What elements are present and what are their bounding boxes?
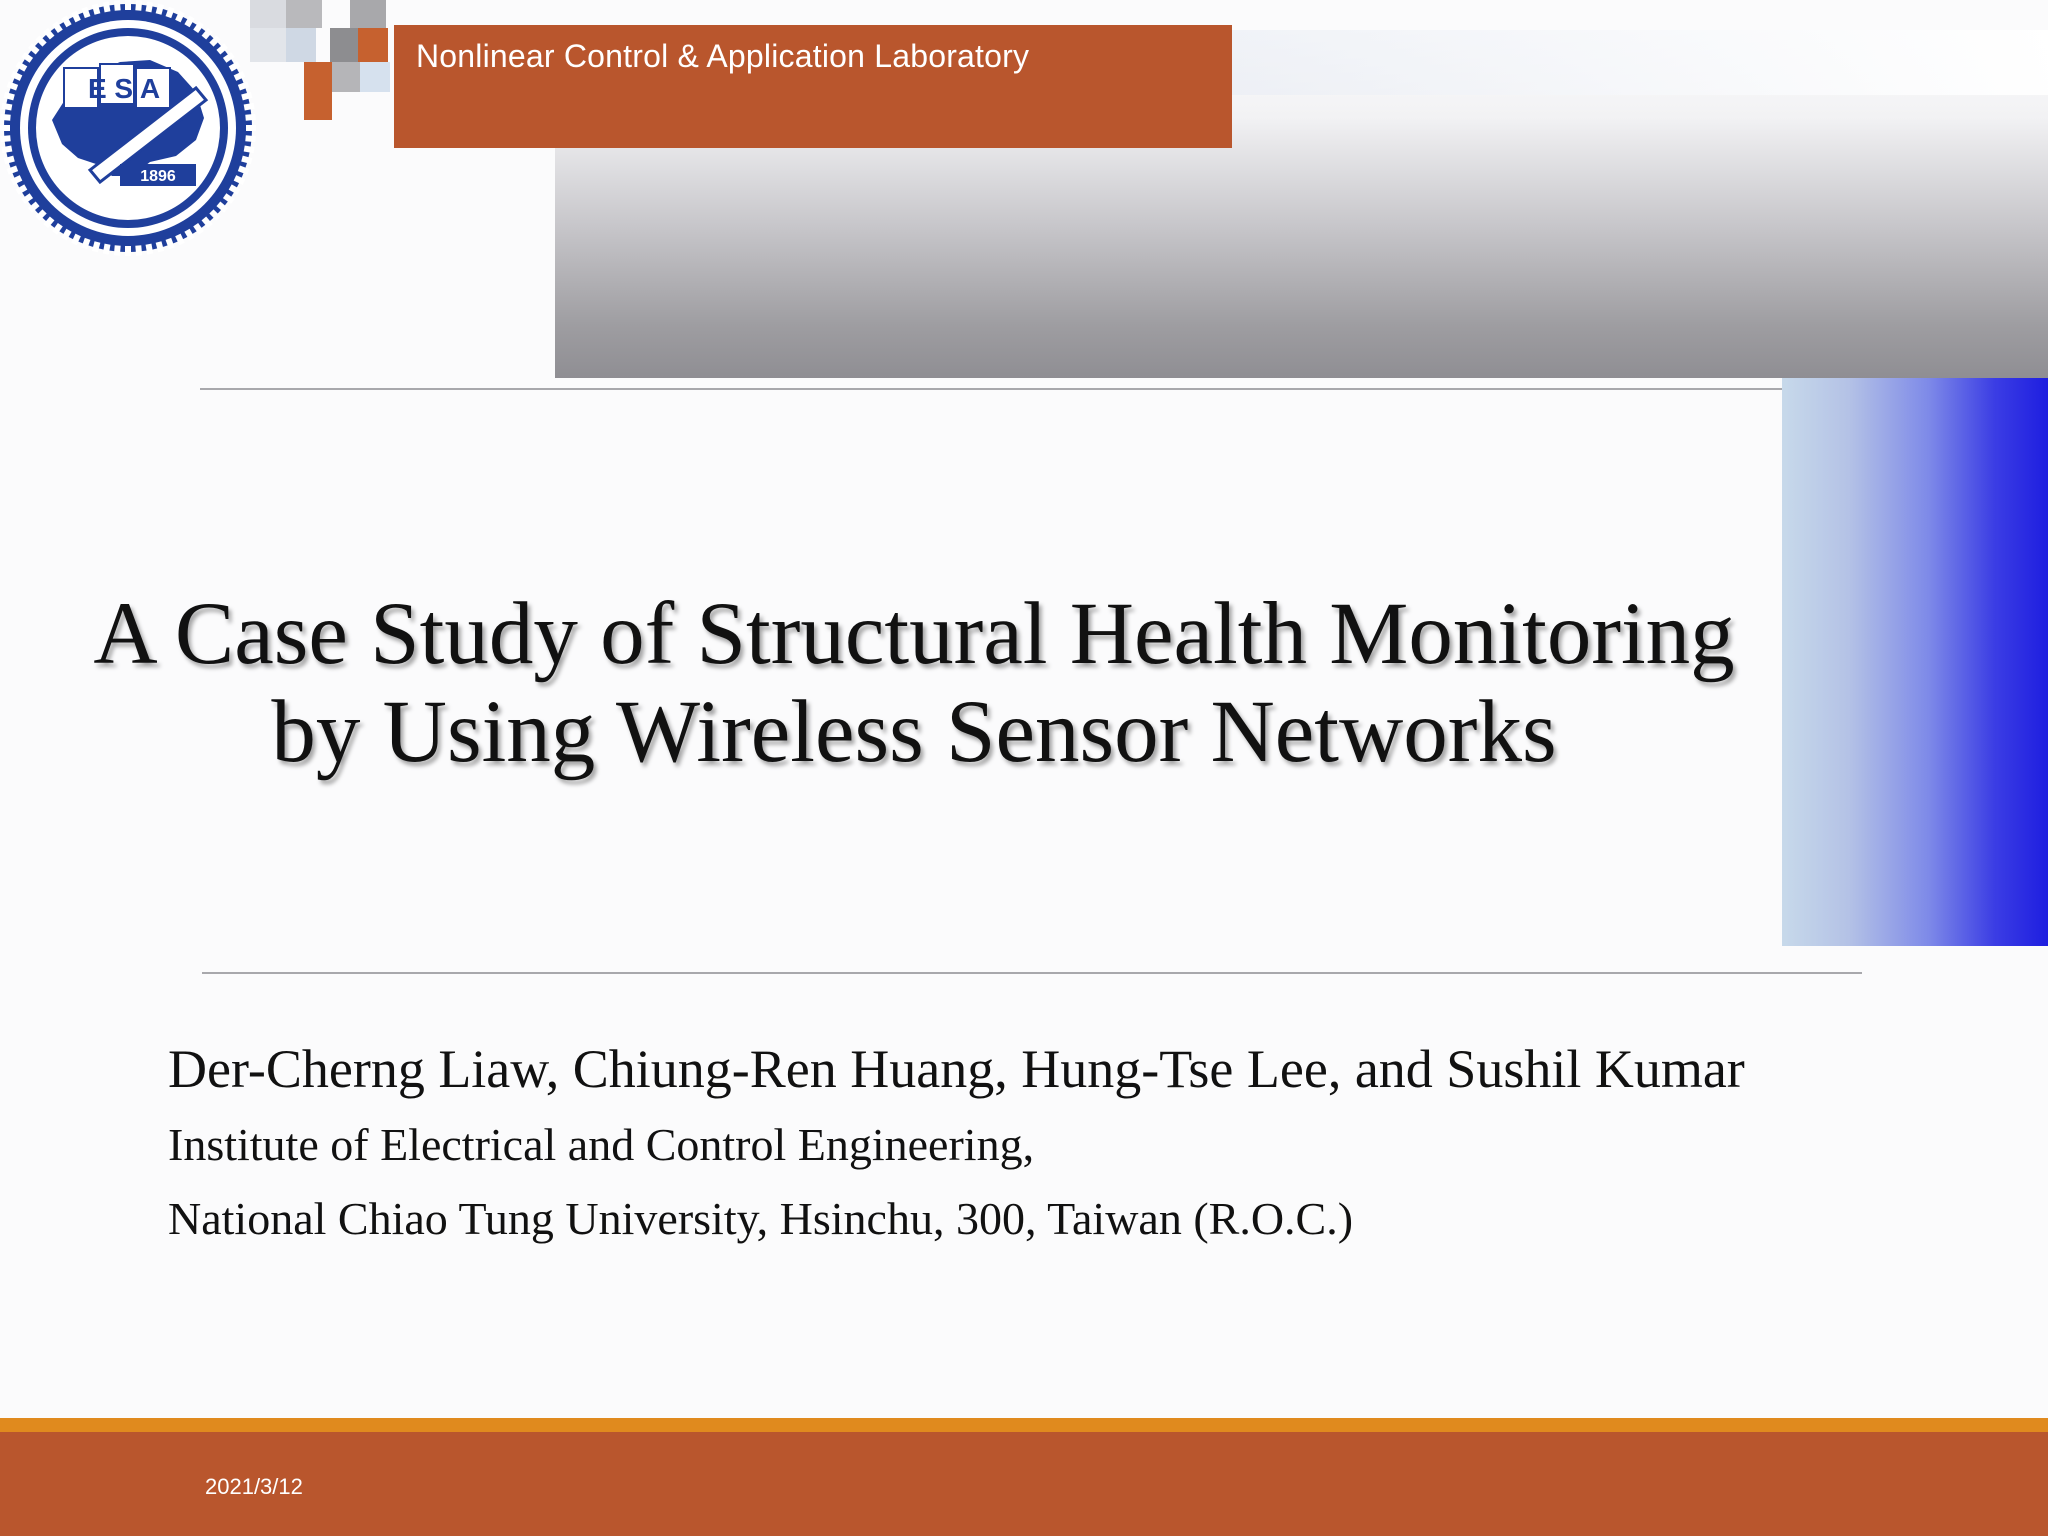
decor-square — [360, 62, 390, 92]
authors: Der-Cherng Liaw, Chiung-Ren Huang, Hung-Tse Lee, and Sushil Kumar — [168, 1039, 1745, 1099]
top-divider — [200, 388, 1782, 390]
decor-square — [286, 0, 322, 28]
footer-date: 2021/3/12 — [205, 1474, 303, 1499]
logo-year: 1896 — [140, 168, 176, 185]
decor-square — [304, 92, 332, 120]
decor-square — [286, 28, 316, 62]
institute: Institute of Electrical and Control Engineering, — [168, 1119, 1035, 1170]
decor-square — [332, 62, 360, 92]
logo-letters: E S A — [87, 73, 161, 104]
title-line-1: A Case Study of Structural Health Monitoring — [93, 585, 1735, 683]
footer-stripe — [0, 1418, 2048, 1432]
lab-name: Nonlinear Control & Application Laboratory — [416, 38, 1030, 74]
university-seal-logo — [0, 0, 256, 256]
footer-bar — [0, 1432, 2048, 1536]
title-line-2: by Using Wireless Sensor Networks — [271, 683, 1557, 781]
decor-square — [358, 28, 388, 62]
slide-title — [0, 585, 1828, 781]
bottom-divider — [202, 972, 1862, 974]
decor-square — [304, 62, 332, 92]
decor-square — [350, 0, 386, 28]
decor-square — [330, 28, 358, 62]
top-gradient-fade — [1230, 30, 2048, 95]
university: National Chiao Tung University, Hsinchu, 300, Taiwan (R.O.C.) — [168, 1193, 1354, 1244]
